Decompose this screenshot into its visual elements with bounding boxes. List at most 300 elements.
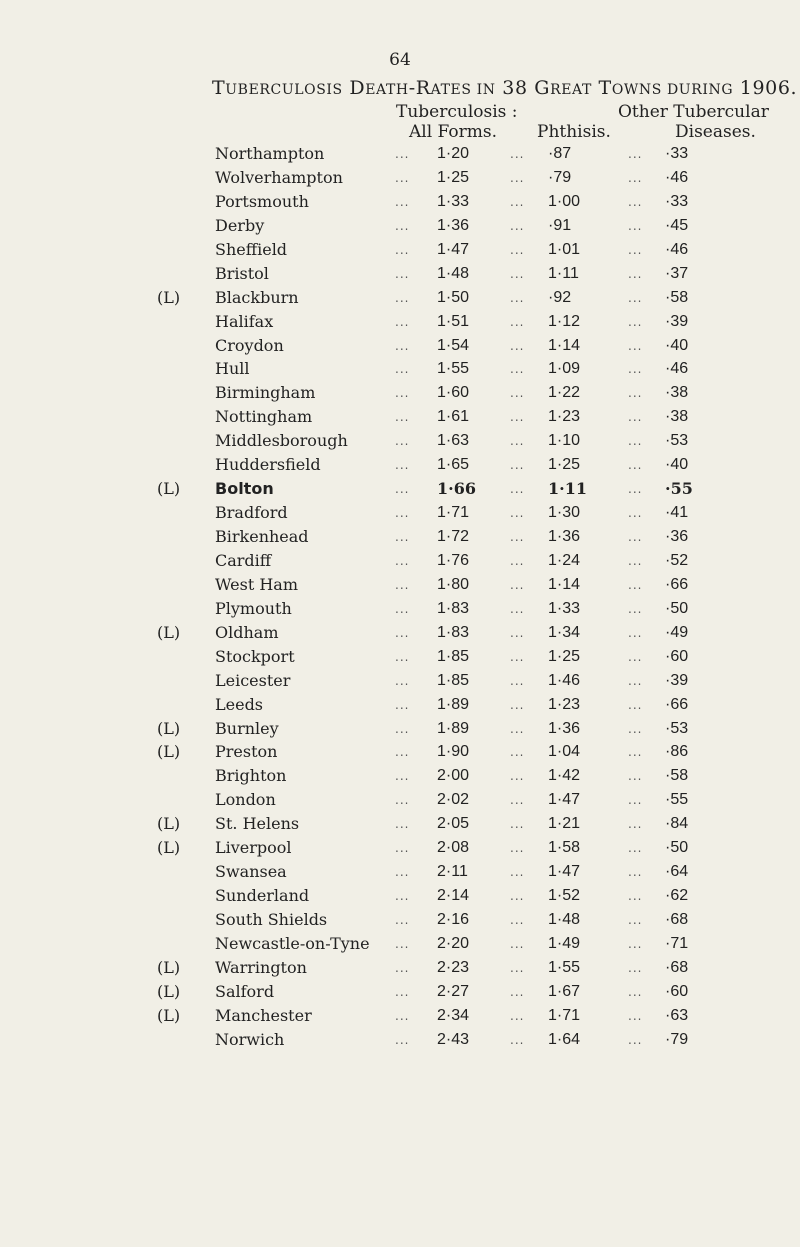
other-tubercular-rate: ·33 — [665, 192, 689, 210]
leader-dots: ... — [395, 362, 410, 377]
leader-dots: ... — [510, 410, 525, 425]
leader-dots: ... — [395, 984, 410, 999]
leader-dots: ... — [395, 865, 410, 880]
phthisis-rate: 1·48 — [548, 911, 581, 928]
leader-dots: ... — [510, 984, 525, 999]
town-name: Salford — [215, 981, 275, 1001]
leader-dots: ... — [395, 649, 410, 664]
table-row — [0, 525, 800, 549]
data-table — [0, 142, 800, 1052]
leader-dots: ... — [628, 434, 643, 449]
leader-dots: ... — [628, 482, 643, 497]
phthisis-rate: 1·04 — [548, 743, 581, 761]
phthisis-rate: 1·64 — [548, 1030, 581, 1048]
other-tubercular-rate: ·53 — [665, 432, 689, 450]
table-row — [0, 597, 800, 621]
row-marker: (L) — [157, 742, 181, 762]
table-row — [0, 453, 800, 477]
other-tubercular-rate: ·36 — [665, 528, 689, 545]
leader-dots: ... — [395, 530, 410, 544]
all-forms-rate: 1·71 — [437, 504, 470, 522]
other-tubercular-rate: ·41 — [665, 504, 689, 522]
other-tubercular-rate: ·66 — [665, 575, 689, 593]
header-phthisis: Phthisis. — [537, 122, 611, 142]
phthisis-rate: 1·01 — [548, 240, 581, 258]
leader-dots: ... — [395, 936, 410, 951]
phthisis-rate: 1·14 — [548, 336, 581, 354]
town-name: Liverpool — [215, 838, 292, 858]
all-forms-rate: 2·02 — [437, 791, 470, 809]
all-forms-rate: 1·63 — [437, 432, 470, 450]
all-forms-rate: 1·47 — [437, 240, 470, 258]
phthisis-rate: 1·11 — [548, 264, 579, 282]
leader-dots: ... — [395, 601, 410, 616]
all-forms-rate: 1·66 — [437, 479, 476, 499]
leader-dots: ... — [628, 290, 643, 305]
leader-dots: ... — [395, 553, 410, 568]
other-tubercular-rate: ·84 — [665, 815, 689, 833]
leader-dots: ... — [395, 386, 410, 401]
leader-dots: ... — [395, 817, 410, 832]
all-forms-rate: 1·83 — [437, 623, 470, 641]
town-name: Croydon — [215, 335, 284, 355]
leader-dots: ... — [510, 362, 525, 377]
table-row — [0, 860, 800, 884]
phthisis-rate: 1·11 — [548, 479, 587, 499]
all-forms-rate: 2·14 — [437, 887, 470, 905]
table-row — [0, 262, 800, 286]
leader-dots: ... — [395, 841, 410, 856]
all-forms-rate: 2·00 — [437, 767, 470, 785]
leader-dots: ... — [628, 362, 643, 377]
town-name: Portsmouth — [215, 191, 309, 211]
town-name: Warrington — [215, 957, 307, 977]
leader-dots: ... — [510, 697, 525, 712]
leader-dots: ... — [510, 266, 525, 281]
other-tubercular-rate: ·38 — [665, 384, 689, 402]
leader-dots: ... — [510, 649, 525, 664]
other-tubercular-rate: ·37 — [665, 264, 689, 282]
town-name: Middlesborough — [215, 431, 348, 451]
table-row — [0, 214, 800, 238]
leader-dots: ... — [628, 817, 643, 832]
leader-dots: ... — [395, 434, 410, 449]
phthisis-rate: ·87 — [548, 145, 572, 162]
leader-dots: ... — [510, 577, 525, 592]
other-tubercular-rate: ·60 — [665, 647, 689, 665]
other-tubercular-rate: ·58 — [665, 767, 689, 785]
leader-dots: ... — [510, 553, 525, 568]
leader-dots: ... — [510, 936, 525, 951]
all-forms-rate: 1·85 — [437, 647, 470, 665]
row-marker: (L) — [157, 838, 181, 858]
table-row — [0, 788, 800, 812]
phthisis-rate: 1·30 — [548, 504, 581, 522]
other-tubercular-rate: ·68 — [665, 911, 689, 928]
leader-dots: ... — [395, 147, 410, 161]
town-name: Leicester — [215, 670, 291, 690]
leader-dots: ... — [628, 386, 643, 401]
leader-dots: ... — [395, 266, 410, 281]
leader-dots: ... — [510, 147, 525, 161]
table-row — [0, 166, 800, 190]
all-forms-rate: 1·89 — [437, 719, 470, 737]
town-name: Burnley — [215, 718, 279, 738]
all-forms-rate: 1·72 — [437, 528, 470, 545]
leader-dots: ... — [395, 458, 410, 473]
leader-dots: ... — [395, 913, 410, 927]
town-name: Newcastle-on-Tyne — [215, 933, 370, 953]
leader-dots: ... — [628, 1008, 643, 1023]
leader-dots: ... — [628, 314, 643, 329]
table-row — [0, 573, 800, 597]
leader-dots: ... — [395, 1008, 410, 1023]
row-marker: (L) — [157, 1005, 181, 1025]
leader-dots: ... — [395, 697, 410, 712]
all-forms-rate: 2·34 — [437, 1006, 470, 1024]
table-row — [0, 764, 800, 788]
phthisis-rate: 1·47 — [548, 791, 581, 809]
leader-dots: ... — [510, 434, 525, 449]
table-row — [0, 956, 800, 980]
leader-dots: ... — [510, 314, 525, 329]
leader-dots: ... — [395, 625, 410, 640]
leader-dots: ... — [510, 793, 525, 808]
other-tubercular-rate: ·53 — [665, 719, 689, 737]
phthisis-rate: 1·25 — [548, 647, 581, 665]
leader-dots: ... — [628, 745, 643, 760]
leader-dots: ... — [395, 793, 410, 808]
phthisis-rate: ·79 — [548, 168, 572, 186]
table-row — [0, 693, 800, 717]
leader-dots: ... — [510, 817, 525, 832]
table-row — [0, 334, 800, 358]
town-name: Brighton — [215, 766, 287, 786]
other-tubercular-rate: ·79 — [665, 1030, 689, 1048]
row-marker: (L) — [157, 981, 181, 1001]
all-forms-rate: 1·65 — [437, 456, 470, 474]
other-tubercular-rate: ·64 — [665, 863, 689, 881]
leader-dots: ... — [395, 673, 410, 688]
town-name: Halifax — [215, 311, 274, 331]
leader-dots: ... — [510, 506, 525, 521]
table-row — [0, 429, 800, 453]
leader-dots: ... — [628, 147, 643, 161]
phthisis-rate: 1·14 — [548, 575, 581, 593]
leader-dots: ... — [395, 314, 410, 329]
leader-dots: ... — [395, 218, 410, 233]
all-forms-rate: 2·27 — [437, 982, 470, 1000]
all-forms-rate: 2·43 — [437, 1030, 470, 1048]
other-tubercular-rate: ·38 — [665, 408, 689, 426]
town-name: Leeds — [215, 694, 264, 714]
leader-dots: ... — [510, 673, 525, 688]
leader-dots: ... — [628, 936, 643, 951]
leader-dots: ... — [395, 482, 410, 497]
other-tubercular-rate: ·46 — [665, 360, 689, 378]
other-tubercular-rate: ·50 — [665, 599, 689, 617]
row-marker: (L) — [157, 957, 181, 977]
town-name: Huddersfield — [215, 455, 321, 475]
all-forms-rate: 2·08 — [437, 839, 470, 857]
leader-dots: ... — [628, 242, 643, 257]
table-row — [0, 286, 800, 310]
leader-dots: ... — [628, 170, 643, 185]
leader-dots: ... — [395, 506, 410, 521]
all-forms-rate: 1·33 — [437, 192, 470, 210]
all-forms-rate: 1·60 — [437, 384, 470, 402]
leader-dots: ... — [628, 601, 643, 616]
table-row — [0, 717, 800, 741]
leader-dots: ... — [395, 1032, 410, 1047]
leader-dots: ... — [510, 769, 525, 784]
other-tubercular-rate: ·62 — [665, 887, 689, 905]
town-name: London — [215, 790, 276, 810]
other-tubercular-rate: ·40 — [665, 336, 689, 354]
leader-dots: ... — [510, 458, 525, 473]
table-row — [0, 812, 800, 836]
other-tubercular-rate: ·68 — [665, 958, 689, 976]
table-row — [0, 190, 800, 214]
town-name: Sunderland — [215, 886, 310, 906]
leader-dots: ... — [628, 889, 643, 904]
leader-dots: ... — [510, 721, 525, 736]
town-name: Derby — [215, 215, 265, 235]
leader-dots: ... — [395, 577, 410, 592]
leader-dots: ... — [510, 625, 525, 640]
leader-dots: ... — [628, 793, 643, 808]
leader-dots: ... — [395, 290, 410, 305]
phthisis-rate: 1·58 — [548, 839, 581, 857]
all-forms-rate: 1·61 — [437, 408, 470, 426]
phthisis-rate: 1·55 — [548, 958, 581, 976]
leader-dots: ... — [628, 673, 643, 688]
row-marker: (L) — [157, 718, 181, 738]
leader-dots: ... — [395, 170, 410, 185]
all-forms-rate: 1·85 — [437, 671, 470, 689]
all-forms-rate: 1·76 — [437, 551, 470, 569]
phthisis-rate: 1·00 — [548, 192, 581, 210]
town-name: Birmingham — [215, 383, 316, 403]
phthisis-rate: 1·36 — [548, 528, 581, 545]
other-tubercular-rate: ·86 — [665, 743, 689, 761]
leader-dots: ... — [628, 697, 643, 712]
leader-dots: ... — [510, 482, 525, 497]
phthisis-rate: 1·33 — [548, 599, 581, 617]
all-forms-rate: 1·20 — [437, 145, 470, 162]
leader-dots: ... — [628, 625, 643, 640]
leader-dots: ... — [628, 913, 643, 927]
all-forms-rate: 1·80 — [437, 575, 470, 593]
all-forms-rate: 2·16 — [437, 911, 470, 928]
all-forms-rate: 1·48 — [437, 264, 470, 282]
leader-dots: ... — [628, 194, 643, 209]
town-name: Northampton — [215, 144, 325, 163]
table-row — [0, 501, 800, 525]
leader-dots: ... — [510, 601, 525, 616]
all-forms-rate: 1·83 — [437, 599, 470, 617]
table-row — [0, 621, 800, 645]
table-row — [0, 1004, 800, 1028]
leader-dots: ... — [628, 410, 643, 425]
leader-dots: ... — [628, 984, 643, 999]
town-name: Nottingham — [215, 407, 313, 427]
table-row — [0, 669, 800, 693]
header-other-line2: Diseases. — [675, 122, 756, 142]
all-forms-rate: 1·36 — [437, 216, 470, 234]
leader-dots: ... — [510, 1032, 525, 1047]
row-marker: (L) — [157, 479, 181, 499]
table-row — [0, 142, 800, 166]
leader-dots: ... — [510, 1008, 525, 1023]
leader-dots: ... — [628, 649, 643, 664]
phthisis-rate: 1·09 — [548, 360, 581, 378]
header-other-line1: Other Tubercular — [618, 102, 769, 122]
row-marker: (L) — [157, 287, 181, 307]
table-row — [0, 908, 800, 932]
other-tubercular-rate: ·71 — [665, 934, 689, 952]
leader-dots: ... — [628, 458, 643, 473]
phthisis-rate: 1·52 — [548, 887, 581, 905]
all-forms-rate: 1·55 — [437, 360, 470, 378]
all-forms-rate: 1·54 — [437, 336, 470, 354]
leader-dots: ... — [510, 745, 525, 760]
leader-dots: ... — [628, 553, 643, 568]
leader-dots: ... — [628, 338, 643, 353]
other-tubercular-rate: ·66 — [665, 695, 689, 713]
row-marker: (L) — [157, 622, 181, 642]
phthisis-rate: 1·67 — [548, 982, 581, 1000]
town-name: Swansea — [215, 862, 287, 882]
leader-dots: ... — [395, 889, 410, 904]
all-forms-rate: 1·25 — [437, 168, 470, 186]
leader-dots: ... — [510, 194, 525, 209]
town-name: Oldham — [215, 622, 279, 642]
town-name: Bradford — [215, 503, 288, 523]
leader-dots: ... — [510, 386, 525, 401]
leader-dots: ... — [510, 913, 525, 927]
phthisis-rate: 1·25 — [548, 456, 581, 474]
leader-dots: ... — [395, 410, 410, 425]
town-name: Hull — [215, 359, 250, 379]
town-name: West Ham — [215, 574, 298, 594]
phthisis-rate: 1·22 — [548, 384, 581, 402]
phthisis-rate: 1·12 — [548, 312, 581, 330]
town-name: Bristol — [215, 263, 269, 283]
table-row — [0, 1028, 800, 1052]
other-tubercular-rate: ·52 — [665, 551, 689, 569]
table-row — [0, 645, 800, 669]
town-name: Sheffield — [215, 239, 288, 259]
town-name: Blackburn — [215, 287, 299, 307]
leader-dots: ... — [510, 242, 525, 257]
header-tuberculosis-line2: All Forms. — [409, 122, 498, 142]
other-tubercular-rate: ·46 — [665, 168, 689, 186]
phthisis-rate: 1·34 — [548, 623, 581, 641]
header-tuberculosis-line1: Tuberculosis : — [396, 102, 518, 122]
leader-dots: ... — [510, 960, 525, 975]
phthisis-rate: 1·21 — [548, 815, 581, 833]
all-forms-rate: 2·05 — [437, 815, 470, 833]
table-title: TUBERCULOSIS DEATH-RATES IN 38 GREAT TOWNS DURING 1906. — [212, 77, 798, 99]
other-tubercular-rate: ·45 — [665, 216, 689, 234]
leader-dots: ... — [628, 577, 643, 592]
town-name: Plymouth — [215, 598, 292, 618]
table-row — [0, 405, 800, 429]
other-tubercular-rate: ·50 — [665, 839, 689, 857]
row-marker: (L) — [157, 814, 181, 834]
leader-dots: ... — [628, 960, 643, 975]
all-forms-rate: 2·23 — [437, 958, 470, 976]
table-row — [0, 836, 800, 860]
phthisis-rate: ·91 — [548, 216, 572, 234]
phthisis-rate: 1·23 — [548, 408, 581, 426]
phthisis-rate: 1·42 — [548, 767, 581, 785]
leader-dots: ... — [395, 960, 410, 975]
town-name: Norwich — [215, 1029, 285, 1049]
table-row — [0, 381, 800, 405]
leader-dots: ... — [395, 338, 410, 353]
all-forms-rate: 1·89 — [437, 695, 470, 713]
other-tubercular-rate: ·63 — [665, 1006, 689, 1024]
leader-dots: ... — [628, 218, 643, 233]
leader-dots: ... — [510, 889, 525, 904]
leader-dots: ... — [395, 769, 410, 784]
leader-dots: ... — [628, 841, 643, 856]
town-name: Cardiff — [215, 550, 272, 570]
other-tubercular-rate: ·55 — [665, 791, 689, 809]
leader-dots: ... — [628, 865, 643, 880]
leader-dots: ... — [510, 865, 525, 880]
leader-dots: ... — [510, 218, 525, 233]
leader-dots: ... — [395, 721, 410, 736]
town-name: Birkenhead — [215, 527, 309, 546]
town-name: Manchester — [215, 1005, 312, 1025]
table-row — [0, 238, 800, 262]
leader-dots: ... — [395, 194, 410, 209]
page-number: 64 — [389, 50, 411, 70]
phthisis-rate: ·92 — [548, 288, 572, 306]
all-forms-rate: 2·20 — [437, 934, 470, 952]
table-row — [0, 357, 800, 381]
table-row — [0, 932, 800, 956]
leader-dots: ... — [628, 1032, 643, 1047]
leader-dots: ... — [510, 290, 525, 305]
other-tubercular-rate: ·39 — [665, 312, 689, 330]
leader-dots: ... — [510, 841, 525, 856]
leader-dots: ... — [395, 745, 410, 760]
town-name: Preston — [215, 742, 278, 762]
other-tubercular-rate: ·49 — [665, 623, 689, 641]
all-forms-rate: 1·51 — [437, 312, 470, 330]
phthisis-rate: 1·24 — [548, 551, 581, 569]
leader-dots: ... — [510, 530, 525, 544]
leader-dots: ... — [395, 242, 410, 257]
table-row — [0, 740, 800, 764]
all-forms-rate: 1·50 — [437, 288, 470, 306]
other-tubercular-rate: ·33 — [665, 145, 689, 162]
table-row — [0, 477, 800, 501]
other-tubercular-rate: ·55 — [665, 479, 693, 499]
town-name: South Shields — [215, 910, 328, 929]
table-row — [0, 549, 800, 573]
leader-dots: ... — [510, 170, 525, 185]
leader-dots: ... — [628, 266, 643, 281]
phthisis-rate: 1·36 — [548, 719, 581, 737]
town-name: Bolton — [215, 479, 274, 499]
phthisis-rate: 1·49 — [548, 934, 581, 952]
other-tubercular-rate: ·40 — [665, 456, 689, 474]
